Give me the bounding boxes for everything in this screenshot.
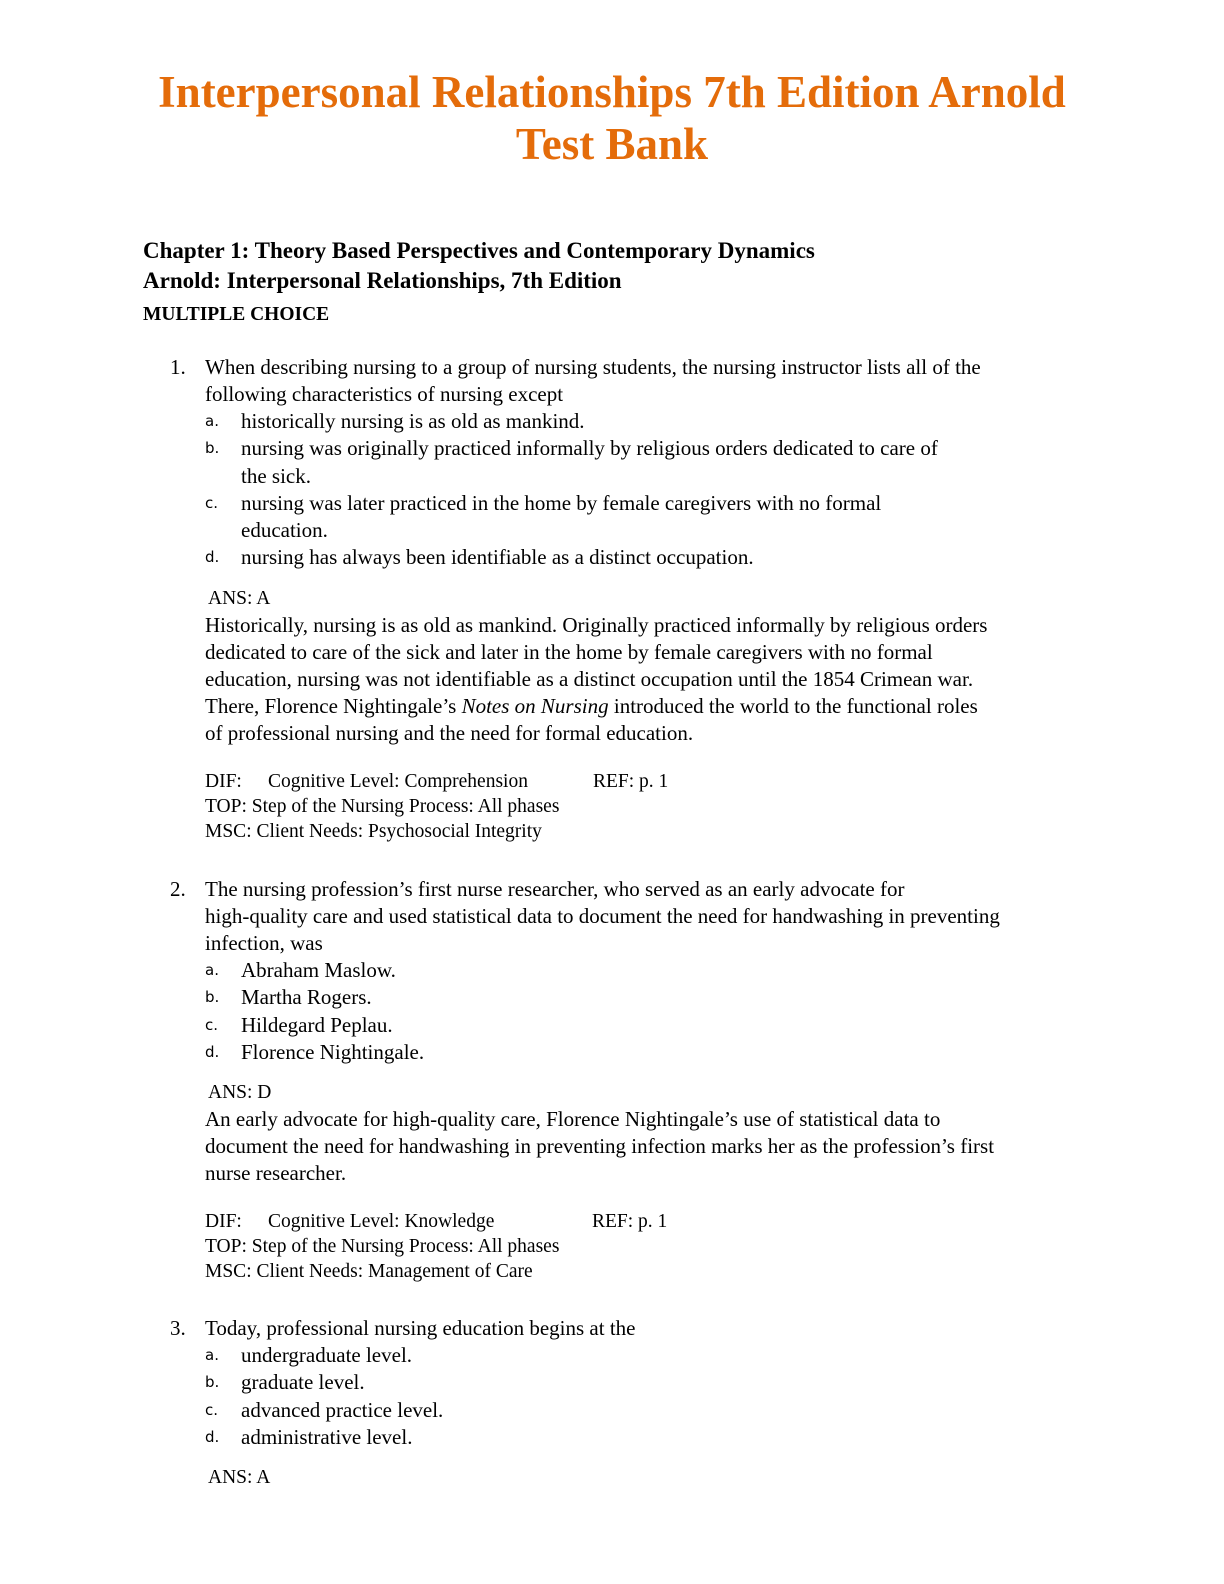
page-reference: REF: p. 1 xyxy=(592,1211,668,1233)
stem-line: high-quality care and used statistical data to document the need for handwashing in preventing xyxy=(205,904,1000,928)
answer-options xyxy=(170,1342,1120,1451)
answer-options xyxy=(170,408,1120,572)
title-line-2: Test Bank xyxy=(515,119,709,169)
difficulty-row xyxy=(205,769,1120,794)
option-letter: d. xyxy=(205,1042,220,1061)
rationale-text: introduced the world to the functional roles xyxy=(608,693,978,718)
rationale-line: nurse researcher. xyxy=(205,1161,347,1186)
option-text: administrative level. xyxy=(241,1424,413,1449)
rationale-line: Historically, nursing is as old as mankind. Originally practiced informally by religious orders xyxy=(205,612,988,637)
option-text: Hildegard Peplau. xyxy=(241,1012,393,1037)
option-a xyxy=(170,1342,1120,1369)
option-letter: b. xyxy=(205,439,220,458)
dif-label: DIF: xyxy=(205,770,242,792)
rationale-text: There, Florence Nightingale’s xyxy=(205,693,462,718)
cognitive-level: Cognitive Level: Comprehension xyxy=(268,770,528,792)
stem-line: The nursing profession’s first nurse researcher, who served as an early advocate for xyxy=(205,877,905,901)
option-letter: d. xyxy=(205,1427,220,1446)
option-d xyxy=(170,1424,1120,1451)
option-text: nursing was originally practiced informally by religious orders dedicated to care of xyxy=(241,436,938,461)
option-c xyxy=(170,1012,1120,1039)
question-number: 2. xyxy=(170,877,186,901)
cognitive-level: Cognitive Level: Knowledge xyxy=(268,1211,495,1233)
option-letter: a. xyxy=(205,1346,219,1364)
option-a xyxy=(170,957,1120,984)
option-letter: d. xyxy=(205,548,220,567)
option-text: advanced practice level. xyxy=(241,1397,444,1422)
rationale-line: An early advocate for high-quality care, Florence Nightingale’s use of statistical data to xyxy=(205,1107,941,1132)
option-letter: c. xyxy=(205,1400,219,1419)
question-stem xyxy=(170,1315,1120,1342)
option-text: Martha Rogers. xyxy=(241,985,372,1010)
option-text: nursing has always been identifiable as a distinct occupation. xyxy=(241,545,754,570)
option-letter: a. xyxy=(205,961,219,979)
question-number: 3. xyxy=(170,1316,186,1340)
rationale-line: education, nursing was not identifiable as a distinct occupation until the 1854 Crimean war. xyxy=(205,666,974,691)
option-b xyxy=(170,435,1120,490)
option-text: the sick. xyxy=(241,463,311,488)
answer-key: ANS: D xyxy=(208,1082,272,1104)
option-c xyxy=(170,490,1120,545)
option-b xyxy=(170,1369,1120,1396)
option-text: undergraduate level. xyxy=(241,1343,413,1367)
rationale-line: document the need for handwashing in preventing infection marks her as the profession’s first xyxy=(205,1134,995,1159)
chapter-heading xyxy=(143,236,815,296)
answer-key: ANS: A xyxy=(208,587,271,609)
option-text: nursing was later practiced in the home by female caregivers with no formal xyxy=(241,490,882,515)
section-heading: MULTIPLE CHOICE xyxy=(143,304,330,325)
client-needs-row: MSC: Client Needs: Management of Care xyxy=(205,1261,533,1283)
rationale-line: of professional nursing and the need for formal education. xyxy=(205,720,694,745)
question-stem xyxy=(170,354,1120,408)
book-title: Arnold: Interpersonal Relationships, 7th Edition xyxy=(143,268,622,293)
book-reference: Notes on Nursing xyxy=(461,693,609,718)
option-text: Florence Nightingale. xyxy=(241,1039,425,1064)
difficulty-row xyxy=(205,1209,1120,1234)
chapter-title: Chapter 1: Theory Based Perspectives and Contemporary Dynamics xyxy=(143,238,815,263)
option-b xyxy=(170,984,1120,1011)
question-metadata xyxy=(170,769,1120,844)
option-letter: c. xyxy=(205,1015,219,1034)
stem-line: following characteristics of nursing except xyxy=(205,382,564,406)
rationale xyxy=(170,1106,1120,1187)
option-letter: c. xyxy=(205,493,219,512)
option-letter: b. xyxy=(205,988,220,1007)
option-letter: a. xyxy=(205,412,219,430)
dif-label: DIF: xyxy=(205,1211,242,1233)
option-text: graduate level. xyxy=(241,1370,365,1395)
rationale-line xyxy=(205,693,1120,720)
answer-key: ANS: A xyxy=(208,1467,271,1489)
option-d xyxy=(170,1039,1120,1066)
question-metadata xyxy=(170,1209,1120,1284)
document-title xyxy=(100,66,1124,170)
title-line-1: Interpersonal Relationships 7th Edition Arnold xyxy=(158,67,1066,117)
topic-row: TOP: Step of the Nursing Process: All phases xyxy=(205,795,560,817)
client-needs-row: MSC: Client Needs: Psychosocial Integrity xyxy=(205,820,542,842)
option-text: education. xyxy=(241,518,328,543)
question-2 xyxy=(170,876,1120,1284)
option-text: historically nursing is as old as mankind. xyxy=(241,409,585,433)
option-d xyxy=(170,544,1120,571)
option-a xyxy=(170,408,1120,435)
option-c xyxy=(170,1397,1120,1424)
topic-row: TOP: Step of the Nursing Process: All phases xyxy=(205,1236,560,1258)
rationale xyxy=(170,612,1120,747)
stem-line: infection, was xyxy=(205,931,323,955)
stem-line: When describing nursing to a group of nursing students, the nursing instructor lists all of the xyxy=(205,355,981,379)
question-number: 1. xyxy=(170,355,186,379)
rationale-line: dedicated to care of the sick and later in the home by female caregivers with no formal xyxy=(205,639,933,664)
answer-options xyxy=(170,957,1120,1066)
stem-line: Today, professional nursing education begins at the xyxy=(205,1316,636,1340)
page-reference: REF: p. 1 xyxy=(593,770,669,792)
option-text: Abraham Maslow. xyxy=(241,958,396,982)
question-3 xyxy=(170,1315,1120,1491)
option-letter: b. xyxy=(205,1373,220,1392)
question-stem xyxy=(170,876,1120,957)
question-1 xyxy=(170,354,1120,844)
